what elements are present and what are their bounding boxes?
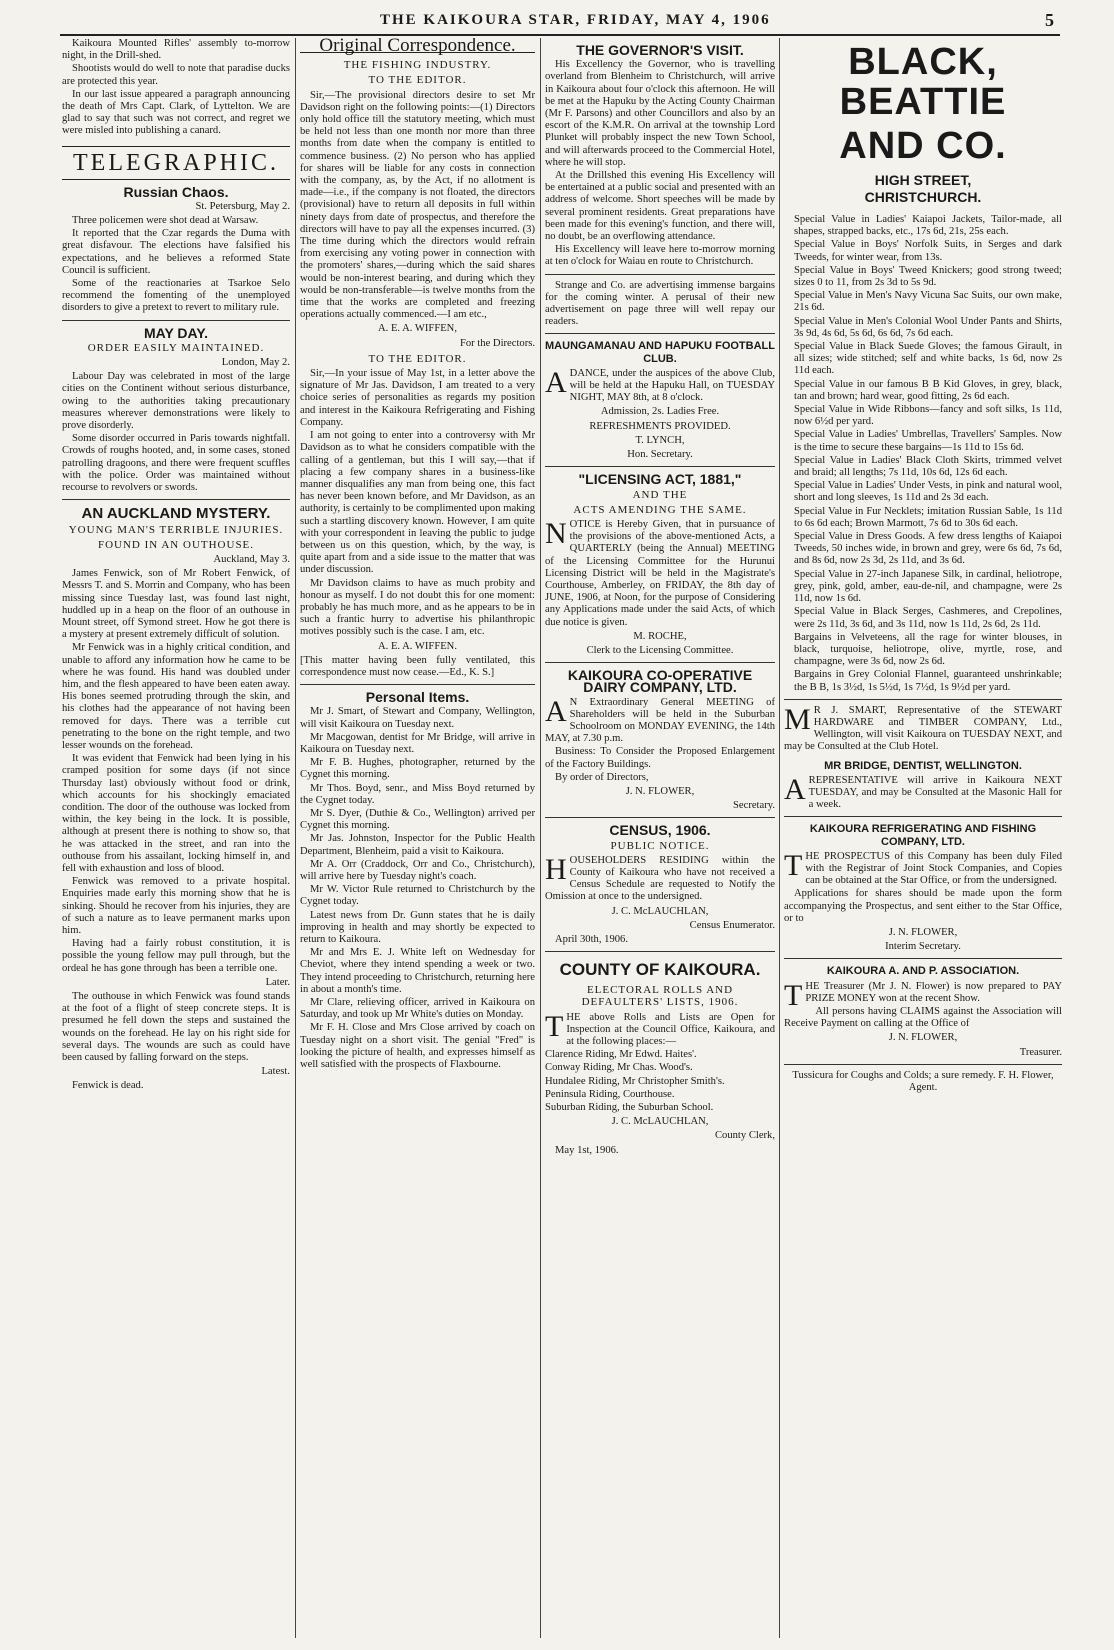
divider [784, 1064, 1062, 1065]
notice-text: By order of Directors, [555, 771, 649, 783]
special-value-item: Special Value in Dress Goods. A few dress lengths of Kaiapoi Tweeds, 50 inches wide, in brown and grey, were 6s 6d, 7s 6d, and 8s 6d, now 2s 3d, 2s 11d, and 3s 6d. [794, 531, 1062, 567]
news-paragraph: Mr Fenwick was in a highly critical condition, and unable to afford any information how he came to be where he was found. His hand was doubled under him, and the flesh appeared to have been eaten away. His bones seemed protruding through the skin, and his clothes had the appearance of not having been removed for days. There was a terrible cut penetrating to the bone on the right temple, and two lesser wounds on the forehead. [62, 642, 290, 751]
may-day-subtitle: ORDER EASILY MAINTAINED. [87, 341, 265, 354]
column-2 [300, 38, 535, 1638]
masthead [60, 8, 1060, 36]
signature: J. N. FLOWER, [888, 926, 958, 938]
letter-paragraph: Mr Davidson claims to have as much probity and honour as myself. I do not doubt this for one moment: probably he has much more, and as he appears to be in such a frantic hurry to advertise his philanthropic motives possibly such is the case. I am, etc. [300, 577, 535, 638]
governor-visit-title: THE GOVERNOR'S VISIT. [576, 42, 744, 58]
riding-place: Peninsula Riding, Courthouse. [545, 1088, 675, 1100]
riding-place: Conway Riding, Mr Chas. Wood's. [545, 1062, 693, 1074]
census-notice [545, 852, 775, 904]
special-value-item: Special Value in Black Serges, Cashmeres, and Crepolines, were 2s 11d, 3s 6d, and 3s 11d, now 1s 11d, 2s 6d, 2s 11d. [794, 606, 1062, 630]
editor-note: [This matter having been fully ventilated, this correspondence must now cease.—Ed., K. S.] [300, 654, 535, 678]
ap-notice [784, 978, 1062, 1012]
refreshments: REFRESHMENTS PROVIDED. [589, 420, 731, 432]
latest-label: Latest. [261, 1066, 290, 1078]
news-paragraph: Shootists would do well to note that paradise ducks are protected this year. [62, 63, 290, 87]
news-paragraph: In our last issue appeared a paragraph announcing the death of Mrs Capt. Clark, of Lyttelton. We are glad to say that such was not correct, and regret we were misled into publishing a canard. [62, 88, 290, 137]
personal-item: Mr Jas. Johnston, Inspector for the Public Health Department, Blenheim, paid a visit to Kaikoura. [300, 833, 535, 857]
correspondence-heading: Original Correspondence. [300, 40, 535, 53]
licensing-subtitle: ACTS AMENDING THE SAME. [573, 503, 747, 516]
masthead-title: THE KAIKOURA STAR, FRIDAY, MAY 4, 1906 [380, 12, 771, 28]
news-paragraph: His Excellency will leave here to-morrow morning at ten o'clock for Waiau en route to Christchurch. [545, 244, 775, 268]
special-value-item: Special Value in Men's Colonial Wool Under Pants and Shirts, 3s 9d, 4s 6d, 5s 6d, 6s 6d, 7s 6d each. [794, 315, 1062, 339]
auckland-subtitle: FOUND IN AN OUTHOUSE. [97, 538, 255, 551]
later-label: Later. [265, 976, 290, 988]
notice-text: Applications for shares should be made upon the form accompanying the Prospectus, and sent either to the Star Office, or to [784, 888, 1062, 924]
special-value-item: Special Value in Boys' Norfolk Suits, in Serges and dark Tweeds, for winter wear, from 13s. [794, 239, 1062, 263]
advertiser-address [784, 172, 1062, 206]
personal-item: Mr S. Dyer, (Duthie & Co., Wellington) arrived per Cygnet this morning. [300, 807, 535, 832]
personal-item: Latest news from Dr. Gunn states that he is daily improving in health and may shortly be expected to return to Kaikoura. [300, 909, 535, 946]
divider [784, 958, 1062, 959]
dateline: Auckland, May 3. [213, 553, 290, 565]
letter-paragraph: I am not going to enter into a controversy with Mr Davidson as to what he considers compatible with the calling of a gentleman, but this I will say,—that if placing a few company shares in a business-like manner disqualifies any man from being one, this fact has never been known before, and Mr Davidson, as an authority, is certainly to be complimented upon making such a startling discovery known. However, I am quite with your correspondent in leaving the public to judge between us on this question, which, by the way, is quite apart from and a side issue to the matter that was under discussion. [300, 430, 535, 576]
drop-cap: A [545, 694, 567, 728]
news-paragraph: Fenwick is dead. [72, 1080, 144, 1092]
fishing-title: THE FISHING INDUSTRY. [343, 59, 492, 72]
ap-association-title: KAIKOURA A. AND P. ASSOCIATION. [826, 965, 1020, 978]
licensing-and-the: AND THE [632, 488, 688, 501]
riding-place: Suburban Riding, the Suburban School. [545, 1102, 714, 1114]
census-subtitle: PUBLIC NOTICE. [610, 839, 710, 852]
signature-role: For the Directors. [459, 337, 535, 349]
refrigerating-notice [784, 848, 1062, 888]
dateline: St. Petersburg, May 2. [195, 200, 290, 212]
telegraphic-heading: TELEGRAPHIC. [62, 146, 290, 180]
news-paragraph: James Fenwick, son of Mr Robert Fenwick, of Messrs T. and S. Morrin and Company, who has been missing since Tuesday last, was found last night, huddled up in a heap on the floor of an outhouse in Mount street, off Symond street. How he got there is a mystery at present extremely difficult of solution. [62, 568, 290, 641]
auckland-subtitle: YOUNG MAN'S TERRIBLE INJURIES. [68, 523, 284, 536]
column-rule [295, 38, 296, 1638]
county-subtitle: ELECTORAL ROLLS AND DEFAULTERS' LISTS, 1906. [581, 984, 739, 1009]
notice-text: Business: To Consider the Proposed Enlargement of the Factory Buildings. [545, 746, 775, 770]
news-paragraph: Three policemen were shot dead at Warsaw. [72, 215, 259, 227]
riding-place: Hundalee Riding, Mr Christopher Smith's. [545, 1075, 725, 1087]
divider [784, 816, 1062, 817]
licensing-notice [545, 516, 775, 629]
divider [300, 684, 535, 685]
special-value-item: Special Value in 27-inch Japanese Silk, in cardinal, heliotrope, grey, pink, gold, amber, eau-de-nil, and champagne, were 2s 11d, now 1s 6d. [794, 568, 1062, 605]
drop-cap: H [545, 852, 567, 886]
notice-text: OUSEHOLDERS RESIDING within the County of Kaikoura who have not received a Census Schedule are requested to Notify the Omission at once to the undersigned. [545, 854, 775, 903]
letter-paragraph: Sir,—The provisional directors desire to set Mr Davidson right on the following points:—(1) Directors only hold office till the statutory meeting, which must be held not less than one month nor more than three months from date when the company is entitled to commence business. (2) No person who has applied for shares will be liable for any costs in connection with the company, as, by the Act, if no allotment is made—i.e., if the company is not floated, the directors (provisional) have to return all deposits in full within ninety days from date of prospectus, and therefore the directors will have to pay all the expenses incurred. (3) The time during which the directors would refrain from exercising any voting power in connection with the promoters' shares,—during which the said shares would be non-interest bearing, and during which they would be non-transferable—is twelve months from the time that the works are completed and freezing operations actually commenced.—I am etc., [300, 89, 535, 321]
signature-role: Census Enumerator. [689, 919, 775, 931]
news-paragraph: At the Drillshed this evening His Excellency will be entertained at a public social and presented with an address of welcome. Short speeches will be made by several prominent residents. Great preparations have been made for this evening's function, and there will, no doubt, be an overflowing attendance. [545, 170, 775, 243]
personal-item: Mr W. Victor Rule returned to Christchurch by the Cygnet today. [300, 884, 535, 908]
personal-item: Mr Thos. Boyd, senr., and Miss Boyd returned by the Cygnet today. [300, 782, 535, 806]
signature-role: Hon. Secretary. [627, 449, 693, 461]
special-value-item: Special Value in Boys' Tweed Knickers; good strong tweed; sizes 0 to 11, from 2s 3d to 5s 9d. [794, 264, 1062, 289]
special-value-item: Special Value in Ladies' Under Vests, in pink and natural wool, short and long sleeves, 1s 11d and 2s 3d each. [794, 480, 1062, 504]
letter-paragraph: Sir,—In your issue of May 1st, in a letter above the signature of Mr Jas. Davidson, I am treated to a very choice series of personalities as regards my position and interest in the Kaikoura Refrigerating and Fishing Company. [300, 368, 535, 428]
signature: A. E. A. WIFFEN. [378, 640, 457, 652]
advertiser-name-2: AND CO. [839, 125, 1007, 167]
news-paragraph: Fenwick was removed to a private hospital. Enquiries made early this morning show that he is sinking. Should he recover from his injuries, they are of such a nature as to leave permanent marks upon him. [62, 876, 290, 936]
personal-items-title: Personal Items. [365, 689, 470, 706]
notice-text: HE PROSPECTUS of this Company has been duly Filed with the Registrar of Joint Stock Companies, and Copies can be obtained at the Star Office, or from the undersigned. [805, 850, 1062, 887]
special-value-item: Special Value in Black Suede Gloves; the famous Girault, in all sizes; wide stitched; self and white backs, 1s 6d, now 2s 11d each. [794, 341, 1062, 377]
to-editor: TO THE EDITOR. [368, 352, 467, 365]
drop-cap: A [784, 772, 806, 806]
football-notice [545, 365, 775, 405]
personal-item: Mr J. Smart, of Stewart and Company, Wellington, will visit Kaikoura on Tuesday next. [300, 706, 535, 730]
signature: J. N. FLOWER, [888, 1032, 958, 1044]
drop-cap: A [545, 365, 567, 399]
news-paragraph: Strange and Co. are advertising immense bargains for the coming winter. A perusal of their new advertisement on page three will well repay our readers. [545, 279, 775, 328]
refrigerating-company-title: KAIKOURA REFRIGERATING AND FISHING COMPANY, LTD. [809, 823, 1037, 848]
personal-item: Mr Macgowan, dentist for Mr Bridge, will arrive in Kaikoura on Tuesday next. [300, 731, 535, 755]
news-paragraph: Kaikoura Mounted Rifles' assembly to-morrow night, in the Drill-shed. [62, 38, 290, 62]
divider [62, 499, 290, 500]
to-editor: TO THE EDITOR. [368, 74, 467, 87]
dairy-notice [545, 694, 775, 746]
personal-item: Mr F. B. Hughes, photographer, returned by the Cygnet this morning. [300, 757, 535, 781]
drop-cap: N [545, 516, 567, 550]
notice-text: HE above Rolls and Lists are Open for Inspection at the Council Office, Kaikoura, and at the following places:— [566, 1011, 775, 1048]
divider [784, 699, 1062, 700]
divider [545, 333, 775, 334]
advertiser-name: BLACK, BEATTIE [839, 41, 1007, 123]
notice-text: N Extraordinary General MEETING of Shareholders will be held in the Suburban Schoolroom on MONDAY EVENING, the 14th MAY, at 7.30 p.m. [545, 696, 775, 745]
tussicura-ad: Tussicura for Coughs and Colds; a sure remedy. F. H. Flower, Agent. [792, 1069, 1054, 1093]
notice-date: May 1st, 1906. [555, 1144, 619, 1156]
notice-text: All persons having CLAIMS against the Association will Receive Payment on calling at the Office of [784, 1005, 1062, 1030]
personal-item: Mr Clare, relieving officer, arrived in Kaikoura on Saturday, and took up Mr White's duties on Monday. [300, 997, 535, 1021]
football-club-title: MAUNGAMANAU AND HAPUKU FOOTBALL CLUB. [545, 340, 775, 365]
signature-role: County Clerk, [714, 1130, 775, 1142]
signature-role: Treasurer. [1019, 1046, 1062, 1058]
news-paragraph: It reported that the Czar regards the Duma with great disfavour. The elections have falsified his expectations, and he believes a reformed State Council is sufficient. [62, 228, 290, 276]
news-paragraph: Some disorder occurred in Paris towards nightfall. Crowds of roughs hooted, and, in some cases, stoned patrolling dragoons, and there were frequent scuffles with the police. Order was maintained without recourse to revolvers or swords. [62, 433, 290, 494]
drop-cap: M [784, 702, 811, 736]
column-rule [540, 38, 541, 1638]
personal-item: Mr and Mrs E. J. White left on Wednesday for Cheviot, where they intend spending a week or two. They intend proceeding to Christchurch, returning here in about a month's time. [300, 947, 535, 995]
divider [545, 274, 775, 275]
bridge-notice [784, 772, 1062, 812]
census-title: CENSUS, 1906. [609, 822, 711, 839]
signature-role: Interim Secretary. [885, 941, 961, 953]
notice-text: HE Treasurer (Mr J. N. Flower) is now prepared to PAY PRIZE MONEY won at the recent Show. [805, 980, 1062, 1004]
notice-text: DANCE, under the auspices of the above Club, will be held at the Hapuku Hall, on TUESDAY NIGHT, MAY 8th, at 8 o'clock. [569, 367, 775, 404]
divider [545, 466, 775, 467]
signature: A. E. A. WIFFEN, [378, 323, 457, 335]
address-line: HIGH STREET, [874, 172, 972, 188]
column-rule [779, 38, 780, 1638]
notice-text: R J. SMART, Representative of the STEWART HARDWARE and TIMBER COMPANY, Ltd., Wellington, will visit Kaikoura on TUESDAY NEXT, and may be Consulted at the Club Hotel. [784, 704, 1062, 753]
special-value-item: Special Value in Men's Navy Vicuna Sac Suits, our own make, 21s 6d. [794, 290, 1062, 314]
notice-text: REPRESENTATIVE will arrive in Kaikoura NEXT TUESDAY, and may be Consulted at the Masonic Hall for a week. [808, 774, 1062, 811]
dairy-company-title: KAIKOURA CO-OPERATIVE DAIRY COMPANY, LTD. [567, 667, 753, 696]
divider [545, 817, 775, 818]
special-value-item: Special Value in Fur Necklets; imitation Russian Sable, 1s 11d to 6s 6d each; Brown Marmott, 7s 6d to 30s 6d each. [794, 505, 1062, 529]
russian-chaos-title: Russian Chaos. [123, 183, 229, 200]
signature: M. ROCHE, [633, 630, 687, 642]
divider [545, 662, 775, 663]
news-paragraph: Some of the reactionaries at Tsarkoe Selo recommend the fomenting of the unemployed disorders to give a pretext to revert to military rule. [62, 278, 290, 314]
special-value-item: Special Value in Wide Ribbons—fancy and soft silks, 1s 11d, now 6½d per yard. [794, 404, 1062, 428]
special-value-item: Special Value in Ladies' Kaiapoi Jackets, Tailor-made, all shapes, strapped backs, etc., 17s 6d, 21s, 25s each. [794, 214, 1062, 238]
special-value-item: Special Value in Ladies' Black Cloth Skirts, trimmed velvet and braid; all lengths; 7s 11d, 10s 6d, 12s 6d each. [794, 454, 1062, 479]
special-value-item: Special Value in Ladies' Umbrellas, Travellers' Samples. Now is the time to secure these bargains—1s 11d to 15s 6d. [794, 429, 1062, 453]
drop-cap: T [784, 978, 803, 1012]
bridge-dentist-title: MR BRIDGE, DENTIST, WELLINGTON. [824, 759, 1022, 772]
dateline: London, May 2. [221, 357, 290, 369]
special-values-list [784, 214, 1062, 694]
auckland-mystery-title: AN AUCKLAND MYSTERY. [81, 505, 271, 523]
news-paragraph: It was evident that Fenwick had been lying in his cramped position for some days (if not since Thursday last) obviously without food or drink, which accounts for his shockingly emaciated condition. The door of the outhouse was locked from within, the key being in the lock. It is possible, although at present there is nothing to show so, that he was attacked in the street, and ran into the outhouse from his assailant, locking himself in, and fell with exhaustion and loss of blood. [62, 753, 290, 874]
signature-role: Secretary. [733, 800, 775, 812]
licensing-act-title: "LICENSING ACT, 1881," [578, 471, 742, 488]
column-3 [545, 38, 775, 1638]
notice-date: April 30th, 1906. [555, 934, 628, 945]
divider [545, 951, 775, 952]
personal-item: Mr F. H. Close and Mrs Close arrived by coach on Tuesday night on a short visit. The genial "Fred" is looking the picture of health, and expresses himself as well satisfied with the prospects of Flaxbourne. [300, 1022, 535, 1071]
county-notice [545, 1009, 775, 1049]
news-paragraph: The outhouse in which Fenwick was found stands at the foot of a flight of steep concrete steps. It is presumed he fell down the steps and sustained the wounds on the forehead. He lay on his right side for several days. The wounds are such as could have been caused by falling forward on the steps. [62, 991, 290, 1064]
column-4 [784, 38, 1062, 1638]
address-line: CHRISTCHURCH. [864, 189, 982, 205]
admission: Admission, 2s. Ladies Free. [600, 406, 720, 418]
county-title: COUNTY OF KAIKOURA. [559, 960, 761, 980]
may-day-title: MAY DAY. [143, 324, 209, 341]
drop-cap: T [545, 1009, 564, 1043]
signature: J. N. FLOWER, [625, 785, 695, 797]
news-paragraph: His Excellency the Governor, who is travelling overland from Blenheim to Christchurch, will arrive in Kaikoura about four o'clock this afternoon. He will be met at the Hapuku by the Acting County Chairman (Mr F. Parsons) and other Councillors and also by an escort of the K.M.R. On arrival at the township Lord Plunket will probably inspect the new Town School, and will afterwards proceed to the Commercial Hotel, where he will stop. [545, 59, 775, 168]
news-paragraph: Labour Day was celebrated in most of the large cities on the Continent without serious disturbance, owing to the authorities taking precautionary measures wherever demonstrations were likely to prove disorderly. [62, 371, 290, 432]
signature: J. C. McLAUCHLAN, [611, 905, 709, 917]
special-value-item: Special Value in our famous B B Kid Gloves, in grey, black, tan and brown; hard wear, good fitting, 2s 6d each. [794, 378, 1062, 402]
personal-item: Mr A. Orr (Craddock, Orr and Co., Christchurch), will arrive here by Tuesday night's coach. [300, 858, 535, 882]
page-number: 5 [1045, 10, 1056, 30]
signature-role: Clerk to the Licensing Committee. [586, 644, 734, 656]
divider [62, 320, 290, 321]
column-1 [62, 38, 290, 1638]
riding-place: Clarence Riding, Mr Edwd. Haites'. [545, 1049, 697, 1061]
smart-notice [784, 702, 1062, 754]
special-value-item: Bargains in Grey Colonial Flannel, guaranteed unshrinkable; the B B, 1s 3½d, 1s 5½d, 1s 7½d, 1s 9½d per yard. [794, 669, 1062, 693]
drop-cap: T [784, 848, 803, 882]
special-value-item: Bargains in Velveteens, all the rage for winter blouses, in black, turquoise, heliotrope, olive, myrtle, rose, and champagne, were 3s 6d, now 2s 6d. [794, 631, 1062, 668]
notice-text: OTICE is Hereby Given, that in pursuance of the provisions of the above-mentioned Acts, a QUARTERLY (being the Annual) MEETING of the Licensing Committee for the Hurunui Licensing District will be held in the Magistrate's Courthouse, Amberley, on FRIDAY, the 8th day of JUNE, 1906, at Noon, for the purpose of Considering any Applications made under the said Acts, of which due notice is given. [545, 518, 775, 628]
signature: J. C. McLAUCHLAN, [611, 1116, 709, 1128]
signature: T. LYNCH, [635, 434, 685, 446]
news-paragraph: Having had a fairly robust constitution, it is possible the young fellow may pull through, but the ordeal he has gone through has been a terrible one. [62, 938, 290, 974]
